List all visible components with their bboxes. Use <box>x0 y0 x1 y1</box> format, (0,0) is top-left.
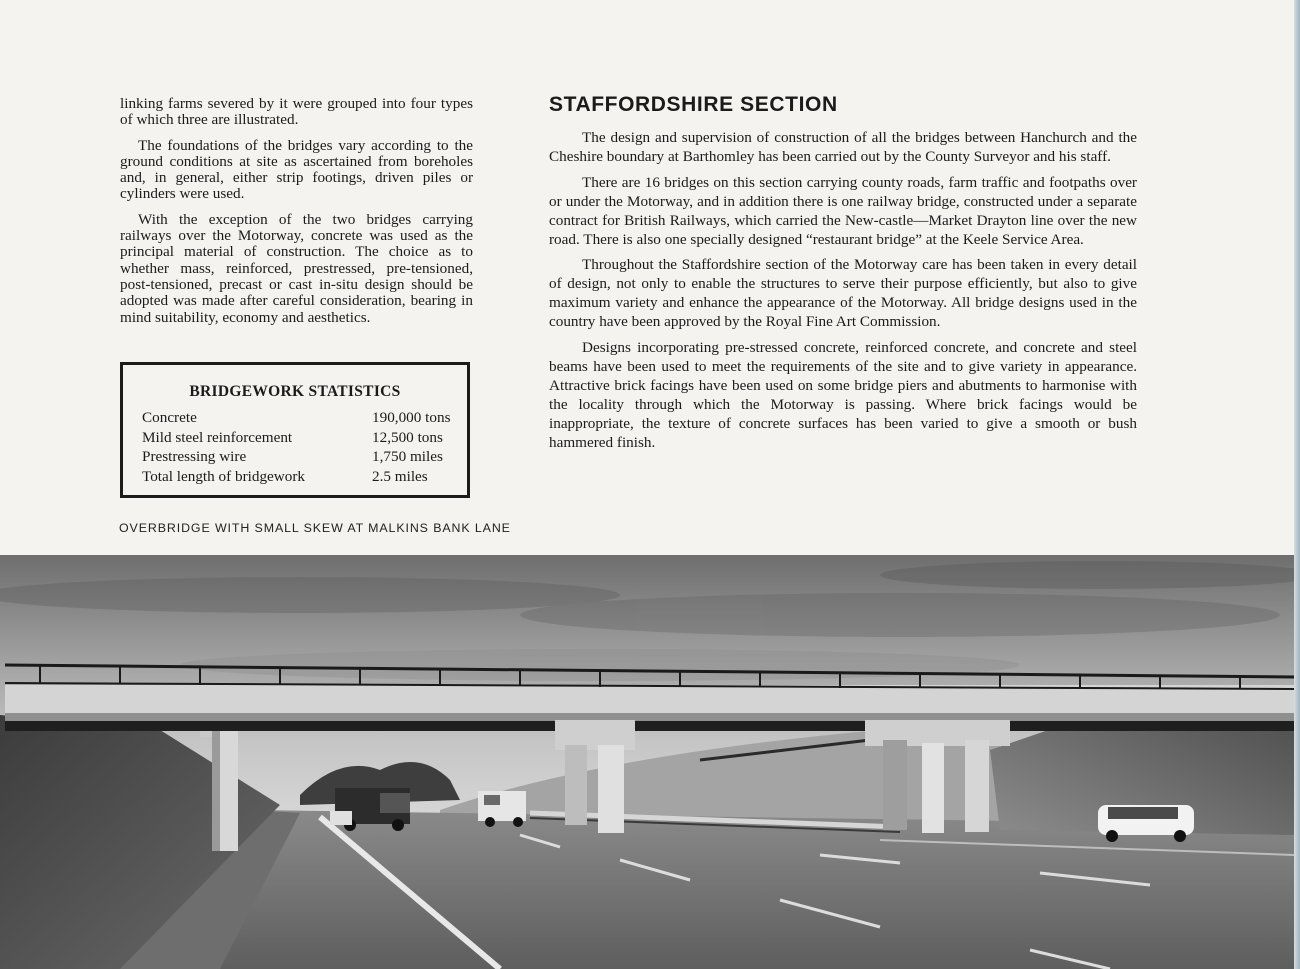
bridgework-statistics-box <box>120 362 470 498</box>
statistics-row <box>142 409 450 429</box>
right-paragraph-3: Throughout the Staffordshire section of the Motorway care has been taken in every detail of design, not only to enable the structures to serve their purpose efficiently, but also to give maximum variety and enhance the appearance of the Motorway. All bridge designs used in the country have been approved by the Royal Fine Art Commission. <box>549 256 1137 331</box>
statistic-value: 190,000 tons <box>372 409 451 426</box>
statistic-label: Mild steel reinforcement <box>142 428 293 446</box>
left-paragraph-3: With the exception of the two bridges carrying railways over the Motorway, concrete was used as the principal material of construction. The choice as to whether mass, reinforced, prestressed, pre-tensioned, post-tensioned, precast or cast in-situ design should be adopted was made after careful consideration, bearing in mind suitability, economy and aesthetics. <box>120 210 473 326</box>
statistic-label: Prestressing wire <box>142 448 247 466</box>
statistics-title: BRIDGEWORK STATISTICS <box>189 383 401 400</box>
left-paragraph-1: linking farms severed by it were grouped into four types of which three are illustrated. <box>120 95 473 129</box>
bridge-underside-shadow <box>5 721 1294 731</box>
photo-caption: OVERBRIDGE WITH SMALL SKEW AT MALKINS BANK LANE <box>119 521 511 535</box>
section-title: STAFFORDSHIRE SECTION <box>549 93 838 116</box>
statistics-row <box>142 468 450 488</box>
statistic-value: 12,500 tons <box>372 428 443 446</box>
bridge-deck <box>5 685 1294 717</box>
right-paragraph-1: The design and supervision of construction of all the bridges between Hanchurch and the Cheshire boundary at Barthomley has been carried out by the County Surveyor and his staff. <box>549 129 1137 165</box>
right-paragraph-4: Designs incorporating pre-stressed concrete, reinforced concrete, and concrete and steel beams have been used to meet the requirements of the site and to give variety in appearance. Attractive brick facings have been used on some bridge piers and abutments to harmonise with the locality through which the Motorway is passing. Where brick facings would be inappropriate, the texture of concrete surfaces has been varied to give a smooth or bush hammered finish. <box>549 339 1137 451</box>
statistic-value: 2.5 miles <box>372 467 428 485</box>
statistic-label: Concrete <box>142 409 197 426</box>
motorway-overbridge-photo <box>0 555 1294 969</box>
statistic-value: 1,750 miles <box>372 448 443 466</box>
bridge-deck-edge <box>5 713 1294 721</box>
statistics-row <box>142 429 450 449</box>
roadside-crate <box>330 811 352 825</box>
left-text-column <box>120 96 473 335</box>
statistics-row <box>142 448 450 468</box>
page-edge <box>1294 0 1300 969</box>
statistics-table <box>142 409 450 487</box>
right-text-column <box>549 129 1137 460</box>
right-paragraph-2: There are 16 bridges on this section carrying county roads, farm traffic and footpaths over or under the Motorway, and in addition there is one railway bridge, constructed under a separate contract for British Railways, which carried the New-castle—Market Drayton line over the new road. There is also one specially designed “restaurant bridge” at the Keele Service Area. <box>549 173 1137 248</box>
statistic-label: Total length of bridgework <box>142 467 306 485</box>
left-paragraph-2: The foundations of the bridges vary according to the ground conditions at site as ascertained from boreholes and, in general, either strip footings, driven piles or cylinders were used. <box>120 136 473 203</box>
